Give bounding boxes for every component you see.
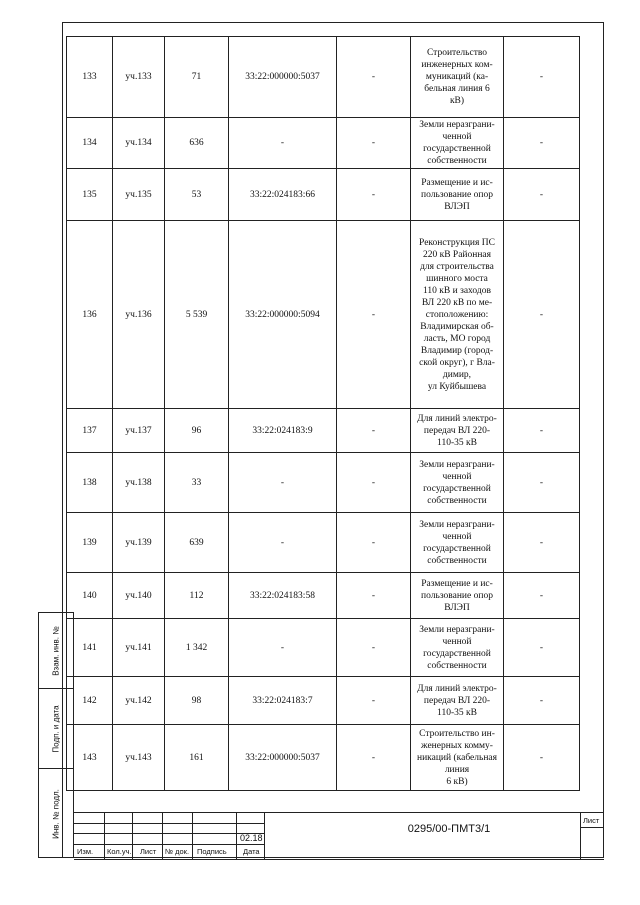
title-block	[74, 812, 604, 858]
row-number-cell: 142	[67, 677, 113, 725]
cadastral-number-cell: 33:22:024183:7	[229, 677, 337, 725]
table-row	[67, 513, 580, 573]
note-cell: -	[504, 118, 580, 169]
table-row	[67, 453, 580, 513]
area-cell: 5 539	[165, 221, 229, 409]
row-number-cell: 143	[67, 725, 113, 791]
encumbrance-cell: -	[337, 513, 411, 573]
note-cell: -	[504, 409, 580, 453]
cadastral-number-cell: 33:22:000000:5037	[229, 725, 337, 791]
document-code: 0295/00-ПМТ3/1	[407, 823, 491, 835]
row-number-cell: 140	[67, 573, 113, 619]
side-label-signature-date: Подп. и дата	[51, 704, 61, 753]
area-cell: 53	[165, 169, 229, 221]
row-number-cell: 134	[67, 118, 113, 169]
cadastral-number-cell: 33:22:024183:58	[229, 573, 337, 619]
plot-id-cell: уч.135	[113, 169, 165, 221]
purpose-cell: Реконструкция ПС 220 кВ Районная для строительства шинного моста 110 кВ и заходов ВЛ 220 кВ по ме- стоположению: Владимирская об- ласть, МО город Владимир (город- ской округ), г Вла- димир, ул Куйбышева	[411, 221, 504, 409]
plot-id-cell: уч.138	[113, 453, 165, 513]
encumbrance-cell: -	[337, 453, 411, 513]
area-cell: 33	[165, 453, 229, 513]
encumbrance-cell: -	[337, 169, 411, 221]
encumbrance-cell: -	[337, 619, 411, 677]
area-cell: 98	[165, 677, 229, 725]
cadastral-number-cell: 33:22:000000:5094	[229, 221, 337, 409]
cadastral-number-cell: -	[229, 619, 337, 677]
purpose-cell: Земли неразграни- ченной государственной собственности	[411, 453, 504, 513]
plot-id-cell: уч.143	[113, 725, 165, 791]
cadastral-number-cell: 33:22:024183:9	[229, 409, 337, 453]
area-cell: 161	[165, 725, 229, 791]
note-cell: -	[504, 573, 580, 619]
revision-date-value: 02.18	[240, 833, 263, 843]
table-row	[67, 573, 580, 619]
encumbrance-cell: -	[337, 573, 411, 619]
header-signature: Подпись	[197, 847, 227, 856]
plot-id-cell: уч.141	[113, 619, 165, 677]
cadastral-number-cell: 33:22:000000:5037	[229, 37, 337, 118]
table-row	[67, 409, 580, 453]
purpose-cell: Строительство инженерных ком- муникаций (ка- бельная линия 6 кВ)	[411, 37, 504, 118]
row-number-cell: 133	[67, 37, 113, 118]
encumbrance-cell: -	[337, 677, 411, 725]
note-cell: -	[504, 619, 580, 677]
encumbrance-cell: -	[337, 221, 411, 409]
purpose-cell: Строительство ин- женерных комму- никаций (кабельная линия 6 кВ)	[411, 725, 504, 791]
cadastral-number-cell: -	[229, 118, 337, 169]
side-label-original-inv: Инв. № подл.	[51, 789, 61, 839]
note-cell: -	[504, 677, 580, 725]
note-cell: -	[504, 37, 580, 118]
area-cell: 1 342	[165, 619, 229, 677]
encumbrance-cell: -	[337, 37, 411, 118]
encumbrance-cell: -	[337, 118, 411, 169]
area-cell: 71	[165, 37, 229, 118]
cadastral-number-cell: -	[229, 453, 337, 513]
sheet-label: Лист	[583, 816, 600, 825]
row-number-cell: 135	[67, 169, 113, 221]
plot-id-cell: уч.133	[113, 37, 165, 118]
row-number-cell: 139	[67, 513, 113, 573]
table-row	[67, 118, 580, 169]
purpose-cell: Для линий электро- передач ВЛ 220- 110-35 кВ	[411, 677, 504, 725]
plot-id-cell: уч.137	[113, 409, 165, 453]
area-cell: 636	[165, 118, 229, 169]
note-cell: -	[504, 169, 580, 221]
plot-id-cell: уч.136	[113, 221, 165, 409]
area-cell: 112	[165, 573, 229, 619]
area-cell: 96	[165, 409, 229, 453]
plot-id-cell: уч.134	[113, 118, 165, 169]
cadastral-number-cell: 33:22:024183:66	[229, 169, 337, 221]
row-number-cell: 136	[67, 221, 113, 409]
encumbrance-cell: -	[337, 725, 411, 791]
note-cell: -	[504, 513, 580, 573]
purpose-cell: Земли неразграни- ченной государственной собственности	[411, 619, 504, 677]
plot-id-cell: уч.140	[113, 573, 165, 619]
table-row	[67, 221, 580, 409]
purpose-cell: Размещение и ис- пользование опор ВЛЭП	[411, 169, 504, 221]
note-cell: -	[504, 453, 580, 513]
header-doc-number: № док.	[165, 847, 190, 856]
table-row	[67, 619, 580, 677]
table-row	[67, 677, 580, 725]
purpose-cell: Размещение и ис- пользование опор ВЛЭП	[411, 573, 504, 619]
area-cell: 639	[165, 513, 229, 573]
land-plots-table-body	[67, 37, 580, 791]
header-sheet: Лист	[140, 847, 157, 856]
purpose-cell: Для линий электро- передач ВЛ 220- 110-35 кВ	[411, 409, 504, 453]
table-row	[67, 37, 580, 118]
table-row	[67, 725, 580, 791]
land-plots-table	[66, 36, 580, 791]
cadastral-number-cell: -	[229, 513, 337, 573]
header-change: Изм.	[77, 847, 94, 856]
side-label-replacement-inv: Взам. инв. №	[51, 625, 61, 676]
header-qty: Кол.уч.	[107, 847, 132, 856]
note-cell: -	[504, 221, 580, 409]
plot-id-cell: уч.139	[113, 513, 165, 573]
encumbrance-cell: -	[337, 409, 411, 453]
header-date: Дата	[243, 847, 260, 856]
purpose-cell: Земли неразграни- ченной государственной собственности	[411, 513, 504, 573]
note-cell: -	[504, 725, 580, 791]
row-number-cell: 141	[67, 619, 113, 677]
row-number-cell: 138	[67, 453, 113, 513]
row-number-cell: 137	[67, 409, 113, 453]
table-row	[67, 169, 580, 221]
plot-id-cell: уч.142	[113, 677, 165, 725]
purpose-cell: Земли неразграни- ченной государственной собственности	[411, 118, 504, 169]
